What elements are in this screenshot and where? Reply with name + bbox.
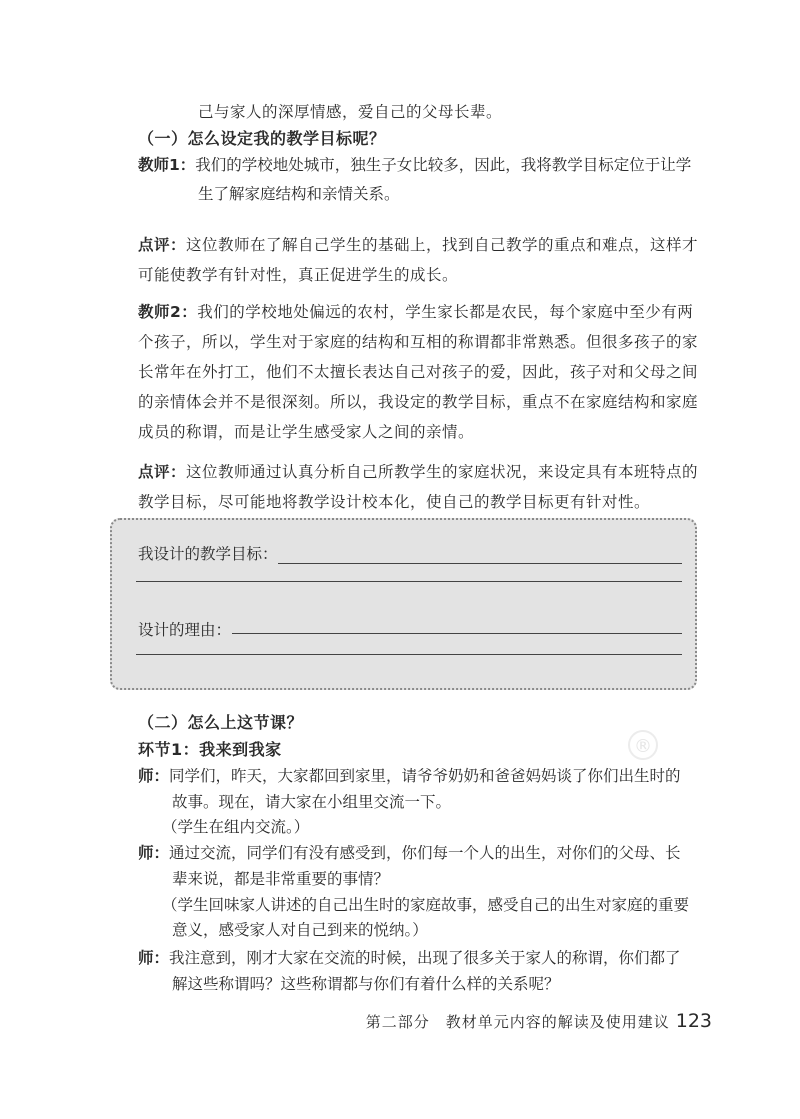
teacher-dialogue3-label: 师： (138, 949, 170, 967)
page-footer (366, 1010, 712, 1033)
step1-heading: 环节1：我来到我家 (138, 740, 282, 759)
comment1-text: 这位教师在了解自己学生的基础上，找到自己教学的重点和难点，这样才可能使教学有针对性，真正促进学生的成长。 (138, 236, 699, 284)
intro-line: 己与家人的深厚情感，爱自己的父母长辈。 (198, 103, 503, 121)
reason-input-line[interactable] (232, 633, 682, 634)
teacher1-text-line1: 我们的学校地处城市，独生子女比较多，因此，我将教学目标定位于让学 (195, 156, 692, 174)
teacher2-label: 教师2： (138, 303, 198, 321)
goal-input-line-2[interactable] (136, 581, 682, 582)
teacher-dialogue2-text-line1: 通过交流，同学们有没有感受到，你们每一个人的出生，对你们的父母、长 (169, 844, 681, 862)
teacher-dialogue1-text-line1: 同学们，昨天，大家都回到家里，请爷爷奶奶和爸爸妈妈谈了你们出生时的 (169, 767, 681, 785)
teacher-dialogue2-label: 师： (138, 844, 170, 862)
teacher1-text-line2: 生了解家庭结构和亲情关系。 (198, 185, 400, 203)
teacher-dialogue1-text-line2: 故事。现在，请大家在小组里交流一下。 (172, 793, 452, 811)
comment2-text: 这位教师通过认真分析自己所教学生的家庭状况，来设定具有本班特点的教学目标，尽可能地将教学设计校本化，使自己的教学目标更有针对性。 (138, 463, 699, 511)
student-note2-line1: （学生回味家人讲述的自己出生时的家庭故事，感受自己的出生对家庭的重要 (162, 896, 690, 914)
page-number: 123 (675, 1010, 712, 1032)
section1-heading: （一）怎么设定我的教学目标呢？ (138, 129, 386, 148)
student-note2-line2: 意义，感受家人对自己到来的悦纳。） (172, 921, 428, 939)
reason-label: 设计的理由： (138, 621, 232, 639)
teacher2-paragraph (138, 297, 700, 447)
goal-label: 我设计的教学目标： (138, 545, 278, 563)
comment2-paragraph (138, 457, 700, 517)
reason-input-line-2[interactable] (136, 654, 682, 655)
comment1-label: 点评： (138, 236, 187, 254)
comment2-label: 点评： (138, 463, 187, 481)
design-worksheet-box (110, 518, 697, 690)
footer-section-title: 第二部分 教材单元内容的解读及使用建议 (365, 1013, 670, 1031)
teacher2-text: 我们的学校地处偏远的农村，学生家长都是农民，每个家庭中至少有两个孩子，所以，学生对于家庭的结构和互相的称谓都非常熟悉。但很多孩子的家长常年在外打工，他们不太擅长表达自己对孩子的爱，因此，孩子对和父母之间的亲情体会并不是很深刻。所以，我设定的教学目标，重点不在家庭结构和家庭成员的称谓，而是让学生感受家人之间的亲情。 (138, 303, 699, 441)
teacher-dialogue3-text-line1: 我注意到，刚才大家在交流的时候，出现了很多关于家人的称谓，你们都了 (169, 949, 681, 967)
section2-heading: （二）怎么上这节课？ (138, 713, 304, 732)
teacher-dialogue1-label: 师： (138, 767, 170, 785)
student-note1: （学生在组内交流。） (162, 818, 310, 836)
teacher1-line1 (138, 150, 691, 180)
teacher1-label: 教师1： (138, 156, 196, 174)
comment1-paragraph (138, 230, 700, 290)
goal-input-line[interactable] (278, 563, 682, 564)
teacher1-line2 (198, 179, 400, 209)
teacher-dialogue3-text-line2: 解这些称谓吗？这些称谓都与你们有着什么样的关系呢？ (172, 975, 560, 993)
teacher-dialogue3-line2 (172, 969, 560, 999)
watermark-registered-mark: ® (628, 730, 658, 760)
teacher-dialogue2-text-line2: 辈来说，都是非常重要的事情？ (172, 870, 390, 888)
